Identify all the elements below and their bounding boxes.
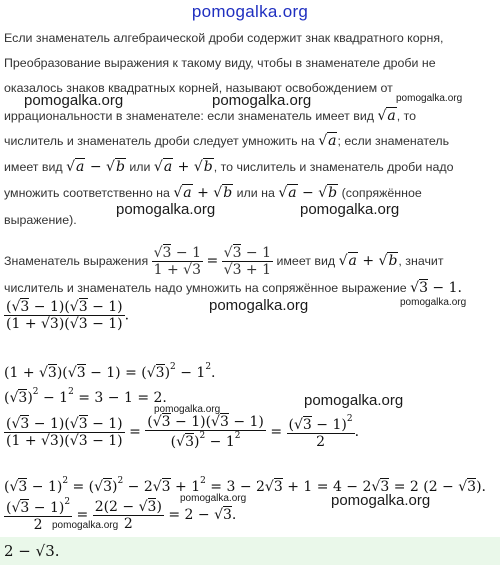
math-conj-plus: √a + √b	[173, 185, 233, 201]
math-sqrt-a-2: √a	[318, 133, 337, 149]
text-line-7	[4, 185, 422, 201]
watermark: pomogalka.org	[24, 92, 124, 109]
text-line-10-a: числитель и знаменатель надо умножить на сопряжённое выражение	[4, 281, 407, 295]
text-line-7-c: (сопряжённое	[341, 186, 422, 200]
text-line-2: Преобразование выражения к такому виду, чтобы в знаменателе дроби не	[4, 56, 436, 70]
text-line-4-b: , то	[396, 109, 417, 123]
text-line-9-c: , значит	[398, 253, 444, 268]
text-line-6-b: или	[129, 160, 151, 174]
text-line-9-b: имеет вид	[276, 253, 336, 268]
math-sqrt-a-plus-sqrt-b: √a + √b	[153, 159, 213, 175]
equation-4: $\frac{(√3 - 1)(√3 - 1)}{(1 + √3)(√3 - 1)}$ = $\frac{(√3 - 1)(√3 - 1)}{(√3)^2 - 1^2}$ = $\frac{(√3 - 1)^2}{2}$ .	[6, 414, 360, 450]
equation-1: $\frac{(√3 - 1)(√3 - 1)}{(1 + √3)(√3 - 1)}$ .	[6, 299, 130, 332]
equation-3: $(√3)^2 - 1^2 = 3 - 1 = 2$.	[4, 387, 167, 406]
fraction-given-2: $\frac{√3 - 1}{√3 + 1}$	[223, 245, 272, 278]
watermark: pomogalka.org	[300, 201, 400, 218]
text-line-9-a: Знаменатель выражения	[4, 253, 149, 268]
equation-6: $\frac{(√3 - 1)^2}{2}$ = $\frac{2(2 - √3)}{2}$ = 2 − √3.	[6, 497, 237, 533]
answer-bar	[0, 537, 500, 565]
watermark: pomogalka.org	[209, 297, 309, 314]
text-line-4	[4, 108, 416, 124]
watermark: pomogalka.org	[212, 92, 312, 109]
text-line-7-a: умножить соответственно на	[4, 186, 170, 200]
text-line-7-b: или на	[236, 186, 275, 200]
text-line-8: выражение).	[4, 213, 77, 227]
text-line-1: Если знаменатель алгебраической дроби содержит знак квадратного корня,	[4, 31, 444, 45]
watermark: pomogalka.org	[331, 492, 431, 509]
watermark: pomogalka.org	[396, 93, 463, 104]
watermark: pomogalka.org	[304, 392, 404, 409]
site-watermark-top: pomogalka.org	[191, 2, 309, 21]
text-line-5	[4, 133, 449, 149]
math-denominator-form: √a + √b	[338, 252, 398, 269]
watermark: pomogalka.org	[116, 201, 216, 218]
text-line-4-a: иррациональности в знаменателе: если знаменатель имеет вид	[4, 109, 374, 123]
watermark: pomogalka.org	[52, 520, 119, 531]
equation-5: $(√3 - 1)^2 = (√3)^2 - 2√3 + 1^2 = 3 - 2√3 + 1 = 4 - 2√3 = 2$ (2 − √3).	[4, 476, 487, 495]
text-line-9: Знаменатель выражения $\frac{√3 - 1}{1 + √3}$ = $\frac{√3 - 1}{√3 + 1}$ имеет вид √a + √b, значит	[4, 245, 444, 278]
math-sqrt-a: √a	[377, 108, 396, 124]
text-line-6-a: имеет вид	[4, 160, 63, 174]
text-line-3: оказалось знаков квадратных корней, называют освобождением от	[4, 81, 393, 95]
text-line-5-a: числитель и знаменатель дроби следует умножить на	[4, 134, 315, 148]
text-line-6-c: , то числитель и знаменатель дроби надо	[213, 160, 454, 174]
math-conjugate: √3 − 1.	[410, 280, 462, 296]
watermark: pomogalka.org	[180, 493, 247, 504]
text-line-10	[4, 280, 462, 296]
math-conj-minus: √a − √b	[278, 185, 338, 201]
watermark: pomogalka.org	[154, 404, 221, 415]
text-line-6	[4, 159, 453, 175]
math-sqrt-a-minus-sqrt-b: √a − √b	[66, 159, 125, 175]
answer: 2 − √3.	[4, 542, 60, 560]
text-line-5-b: ; если знаменатель	[337, 134, 450, 148]
equation-2: $(1 + √3)(√3 - 1) = (√3)^2 - 1^2$.	[4, 362, 216, 381]
watermark: pomogalka.org	[400, 297, 467, 308]
fraction-given: $\frac{√3 - 1}{1 + √3}$	[153, 245, 201, 278]
